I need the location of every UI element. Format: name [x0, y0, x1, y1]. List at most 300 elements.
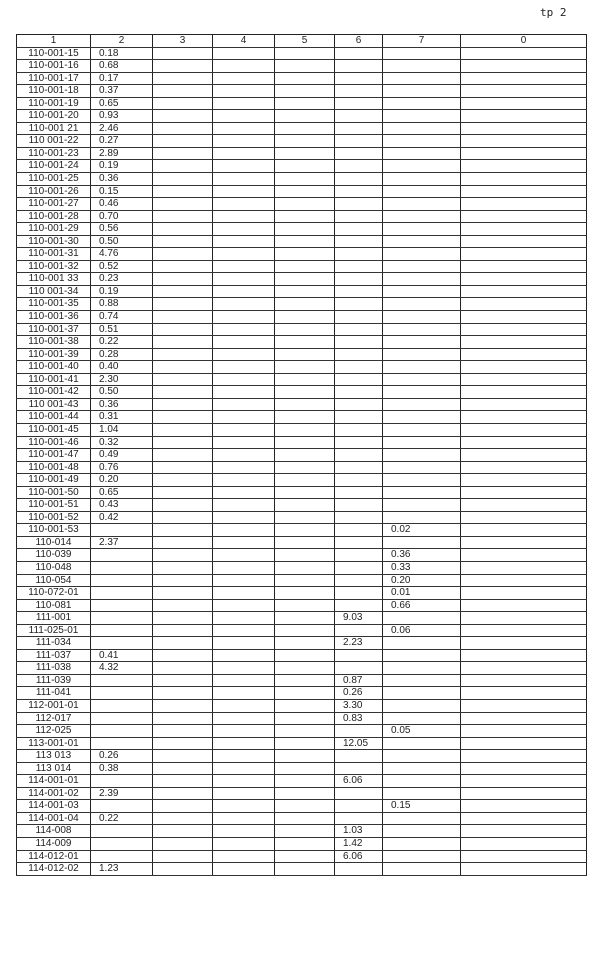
value-cell — [213, 825, 275, 838]
table-row — [17, 223, 587, 236]
value-cell — [153, 173, 213, 186]
value-cell: 0.31 — [91, 411, 153, 424]
value-cell — [275, 637, 335, 650]
value-cell: 3.30 — [335, 699, 383, 712]
value-cell — [91, 612, 153, 625]
table-row — [17, 298, 587, 311]
value-cell — [91, 775, 153, 788]
table-row — [17, 47, 587, 60]
value-cell — [153, 737, 213, 750]
column-header-1: 1 — [17, 35, 91, 48]
value-cell — [335, 649, 383, 662]
table-row — [17, 737, 587, 750]
value-cell — [335, 449, 383, 462]
row-code-cell: 110-048 — [17, 561, 91, 574]
value-cell — [153, 185, 213, 198]
value-cell — [153, 348, 213, 361]
value-cell — [213, 662, 275, 675]
value-cell — [153, 198, 213, 211]
row-code-cell: 110-001-39 — [17, 348, 91, 361]
value-cell — [153, 511, 213, 524]
row-code-cell: 110-001-19 — [17, 97, 91, 110]
value-cell: 0.70 — [91, 210, 153, 223]
row-code-cell: 114-012-02 — [17, 863, 91, 876]
value-cell — [383, 474, 461, 487]
value-cell — [213, 587, 275, 600]
value-cell — [153, 298, 213, 311]
value-cell: 0.38 — [91, 762, 153, 775]
value-cell: 1.23 — [91, 863, 153, 876]
value-cell: 2.23 — [335, 637, 383, 650]
value-cell — [275, 536, 335, 549]
table-row — [17, 122, 587, 135]
value-cell — [213, 624, 275, 637]
value-cell — [461, 825, 587, 838]
row-code-cell: 110-001-23 — [17, 147, 91, 160]
row-code-cell: 110-001-47 — [17, 449, 91, 462]
table-row — [17, 612, 587, 625]
table-row — [17, 386, 587, 399]
table-row — [17, 72, 587, 85]
table-row — [17, 549, 587, 562]
value-cell: 0.19 — [91, 160, 153, 173]
row-code-cell: 111-038 — [17, 662, 91, 675]
value-cell — [153, 110, 213, 123]
value-cell: 2.37 — [91, 536, 153, 549]
value-cell — [153, 97, 213, 110]
value-cell — [461, 863, 587, 876]
value-cell — [335, 511, 383, 524]
value-cell — [213, 135, 275, 148]
value-cell — [153, 336, 213, 349]
table-row — [17, 699, 587, 712]
value-cell — [335, 750, 383, 763]
row-code-cell: 111-025-01 — [17, 624, 91, 637]
value-cell — [461, 285, 587, 298]
value-cell: 0.93 — [91, 110, 153, 123]
value-cell: 0.65 — [91, 97, 153, 110]
value-cell — [461, 737, 587, 750]
value-cell — [383, 97, 461, 110]
value-cell: 0.87 — [335, 674, 383, 687]
value-cell — [383, 436, 461, 449]
value-cell — [335, 110, 383, 123]
value-cell — [91, 561, 153, 574]
table-row — [17, 649, 587, 662]
value-cell — [461, 574, 587, 587]
value-cell — [91, 825, 153, 838]
value-cell — [461, 725, 587, 738]
table-row — [17, 348, 587, 361]
value-cell — [383, 285, 461, 298]
row-code-cell: 114-009 — [17, 838, 91, 851]
value-cell — [335, 587, 383, 600]
value-cell — [275, 311, 335, 324]
row-code-cell: 110-001-53 — [17, 524, 91, 537]
value-cell — [335, 72, 383, 85]
value-cell — [275, 662, 335, 675]
value-cell — [153, 85, 213, 98]
value-cell: 6.06 — [335, 850, 383, 863]
value-cell: 0.56 — [91, 223, 153, 236]
value-cell — [383, 750, 461, 763]
row-code-cell: 110 001-34 — [17, 285, 91, 298]
value-cell — [461, 561, 587, 574]
table-row — [17, 248, 587, 261]
value-cell — [461, 486, 587, 499]
value-cell — [275, 386, 335, 399]
value-cell — [461, 850, 587, 863]
value-cell — [153, 612, 213, 625]
value-cell — [275, 97, 335, 110]
table-row — [17, 524, 587, 537]
value-cell — [335, 185, 383, 198]
value-cell: 0.22 — [91, 812, 153, 825]
table-row — [17, 474, 587, 487]
value-cell — [335, 210, 383, 223]
row-code-cell: 110-001-50 — [17, 486, 91, 499]
value-cell — [153, 750, 213, 763]
value-cell — [275, 398, 335, 411]
table-row — [17, 311, 587, 324]
value-cell — [275, 285, 335, 298]
page-label: tp 2 — [540, 6, 567, 19]
value-cell — [213, 411, 275, 424]
value-cell: 0.15 — [383, 800, 461, 813]
value-cell — [461, 373, 587, 386]
row-code-cell: 110-054 — [17, 574, 91, 587]
value-cell — [213, 60, 275, 73]
value-cell: 2.30 — [91, 373, 153, 386]
value-cell — [275, 122, 335, 135]
value-cell — [275, 737, 335, 750]
value-cell — [213, 449, 275, 462]
value-cell: 0.26 — [335, 687, 383, 700]
table-row — [17, 449, 587, 462]
value-cell — [383, 863, 461, 876]
table-row — [17, 160, 587, 173]
value-cell — [213, 812, 275, 825]
value-cell — [213, 47, 275, 60]
value-cell — [383, 348, 461, 361]
value-cell — [383, 449, 461, 462]
value-cell — [383, 536, 461, 549]
value-cell — [461, 549, 587, 562]
value-cell — [153, 838, 213, 851]
value-cell — [213, 173, 275, 186]
value-cell — [383, 812, 461, 825]
row-code-cell: 112-001-01 — [17, 699, 91, 712]
value-cell — [213, 273, 275, 286]
value-cell — [153, 825, 213, 838]
table-row — [17, 147, 587, 160]
table-row — [17, 486, 587, 499]
value-cell — [461, 712, 587, 725]
value-cell — [383, 737, 461, 750]
value-cell — [383, 260, 461, 273]
value-cell — [91, 549, 153, 562]
table-row — [17, 825, 587, 838]
value-cell — [335, 863, 383, 876]
row-code-cell: 110-001-26 — [17, 185, 91, 198]
row-code-cell: 110-001-20 — [17, 110, 91, 123]
value-cell: 0.51 — [91, 323, 153, 336]
value-cell — [383, 323, 461, 336]
value-cell — [153, 436, 213, 449]
value-cell — [275, 449, 335, 462]
row-code-cell: 110-001-42 — [17, 386, 91, 399]
value-cell — [275, 260, 335, 273]
value-cell — [461, 210, 587, 223]
value-cell — [335, 336, 383, 349]
value-cell — [213, 863, 275, 876]
value-cell — [335, 662, 383, 675]
value-cell: 0.28 — [91, 348, 153, 361]
value-cell — [383, 173, 461, 186]
value-cell — [461, 662, 587, 675]
value-cell — [383, 235, 461, 248]
value-cell — [153, 574, 213, 587]
value-cell: 1.04 — [91, 423, 153, 436]
value-cell: 0.68 — [91, 60, 153, 73]
value-cell — [275, 499, 335, 512]
value-cell — [461, 775, 587, 788]
value-cell — [335, 787, 383, 800]
value-cell — [153, 285, 213, 298]
table-row — [17, 436, 587, 449]
value-cell — [461, 750, 587, 763]
table-row — [17, 135, 587, 148]
value-cell — [91, 712, 153, 725]
row-code-cell: 114-012-01 — [17, 850, 91, 863]
value-cell — [91, 524, 153, 537]
value-cell — [461, 762, 587, 775]
value-cell — [461, 398, 587, 411]
value-cell — [213, 185, 275, 198]
value-cell — [461, 97, 587, 110]
value-cell — [153, 725, 213, 738]
header-row — [17, 35, 587, 48]
value-cell: 0.15 — [91, 185, 153, 198]
value-cell — [153, 599, 213, 612]
table-row — [17, 411, 587, 424]
value-cell — [461, 60, 587, 73]
table-row — [17, 838, 587, 851]
value-cell — [153, 863, 213, 876]
table-row — [17, 85, 587, 98]
value-cell — [335, 248, 383, 261]
value-cell — [153, 699, 213, 712]
value-cell — [461, 699, 587, 712]
table-row — [17, 850, 587, 863]
row-code-cell: 110-001-51 — [17, 499, 91, 512]
row-code-cell: 110-039 — [17, 549, 91, 562]
value-cell — [213, 223, 275, 236]
row-code-cell: 110-001-17 — [17, 72, 91, 85]
value-cell — [383, 361, 461, 374]
row-code-cell: 110-001 33 — [17, 273, 91, 286]
value-cell — [213, 486, 275, 499]
column-header-4: 4 — [213, 35, 275, 48]
value-cell — [335, 323, 383, 336]
value-cell — [383, 210, 461, 223]
table-row — [17, 687, 587, 700]
value-cell — [335, 461, 383, 474]
value-cell — [335, 361, 383, 374]
column-header-8: 0 — [461, 35, 587, 48]
value-cell — [213, 210, 275, 223]
value-cell — [461, 423, 587, 436]
value-cell — [213, 423, 275, 436]
value-cell — [91, 737, 153, 750]
table-row — [17, 637, 587, 650]
value-cell — [383, 674, 461, 687]
value-cell: 0.37 — [91, 85, 153, 98]
value-cell — [213, 373, 275, 386]
value-cell — [275, 511, 335, 524]
value-cell — [91, 699, 153, 712]
value-cell — [383, 511, 461, 524]
value-cell — [335, 198, 383, 211]
table-row — [17, 812, 587, 825]
value-cell — [461, 47, 587, 60]
table-row — [17, 574, 587, 587]
table-row — [17, 599, 587, 612]
table-row — [17, 499, 587, 512]
value-cell — [383, 637, 461, 650]
value-cell — [153, 373, 213, 386]
table-row — [17, 800, 587, 813]
value-cell — [383, 311, 461, 324]
value-cell: 0.43 — [91, 499, 153, 512]
row-code-cell: 110-081 — [17, 599, 91, 612]
value-cell — [153, 812, 213, 825]
value-cell: 2.39 — [91, 787, 153, 800]
value-cell: 0.22 — [91, 336, 153, 349]
row-code-cell: 111-001 — [17, 612, 91, 625]
value-cell — [383, 60, 461, 73]
value-cell — [461, 637, 587, 650]
value-cell — [91, 637, 153, 650]
row-code-cell: 110-001-28 — [17, 210, 91, 223]
value-cell — [275, 624, 335, 637]
value-cell — [461, 499, 587, 512]
value-cell — [213, 311, 275, 324]
value-cell: 0.19 — [91, 285, 153, 298]
value-cell — [275, 323, 335, 336]
row-code-cell: 110-001-27 — [17, 198, 91, 211]
row-code-cell: 110-001-25 — [17, 173, 91, 186]
table-row — [17, 750, 587, 763]
value-cell — [275, 775, 335, 788]
value-cell — [275, 336, 335, 349]
row-code-cell: 114-008 — [17, 825, 91, 838]
value-cell — [213, 474, 275, 487]
value-cell: 0.65 — [91, 486, 153, 499]
value-cell: 0.74 — [91, 311, 153, 324]
value-cell — [153, 474, 213, 487]
row-code-cell: 110-001-15 — [17, 47, 91, 60]
table-row — [17, 423, 587, 436]
value-cell — [153, 273, 213, 286]
table-row — [17, 373, 587, 386]
value-cell — [335, 147, 383, 160]
value-cell: 4.76 — [91, 248, 153, 261]
table-row — [17, 336, 587, 349]
row-code-cell: 110-001-29 — [17, 223, 91, 236]
value-cell — [275, 812, 335, 825]
value-cell — [153, 524, 213, 537]
value-cell — [383, 687, 461, 700]
value-cell — [383, 838, 461, 851]
value-cell — [213, 336, 275, 349]
value-cell — [461, 687, 587, 700]
value-cell — [461, 348, 587, 361]
table-row — [17, 185, 587, 198]
value-cell — [461, 474, 587, 487]
value-cell — [275, 486, 335, 499]
value-cell — [213, 649, 275, 662]
row-code-cell: 110-001-37 — [17, 323, 91, 336]
value-cell — [335, 549, 383, 562]
row-code-cell: 110 001-43 — [17, 398, 91, 411]
row-code-cell: 110-001-31 — [17, 248, 91, 261]
value-cell — [275, 574, 335, 587]
value-cell — [275, 699, 335, 712]
value-cell — [213, 398, 275, 411]
value-cell — [275, 825, 335, 838]
row-code-cell: 110-072-01 — [17, 587, 91, 600]
value-cell — [213, 574, 275, 587]
value-cell — [91, 838, 153, 851]
value-cell — [383, 386, 461, 399]
value-cell — [213, 323, 275, 336]
value-cell — [461, 449, 587, 462]
value-cell — [461, 800, 587, 813]
value-cell — [213, 97, 275, 110]
value-cell — [91, 850, 153, 863]
value-cell — [335, 298, 383, 311]
row-code-cell: 112-025 — [17, 725, 91, 738]
value-cell — [461, 812, 587, 825]
row-code-cell: 114-001-01 — [17, 775, 91, 788]
value-cell — [461, 386, 587, 399]
value-cell — [335, 524, 383, 537]
row-code-cell: 110-001-52 — [17, 511, 91, 524]
value-cell — [153, 386, 213, 399]
value-cell — [335, 599, 383, 612]
value-cell — [461, 524, 587, 537]
value-cell — [335, 348, 383, 361]
value-cell — [213, 699, 275, 712]
value-cell — [275, 599, 335, 612]
row-code-cell: 110-014 — [17, 536, 91, 549]
value-cell — [213, 850, 275, 863]
value-cell — [335, 398, 383, 411]
value-cell — [335, 97, 383, 110]
value-cell — [383, 486, 461, 499]
value-cell — [213, 800, 275, 813]
row-code-cell: 110-001-35 — [17, 298, 91, 311]
row-code-cell: 110-001-16 — [17, 60, 91, 73]
value-cell — [213, 122, 275, 135]
table-row — [17, 674, 587, 687]
value-cell — [335, 60, 383, 73]
value-cell: 2.46 — [91, 122, 153, 135]
value-cell — [275, 361, 335, 374]
value-cell — [461, 838, 587, 851]
value-cell — [461, 85, 587, 98]
